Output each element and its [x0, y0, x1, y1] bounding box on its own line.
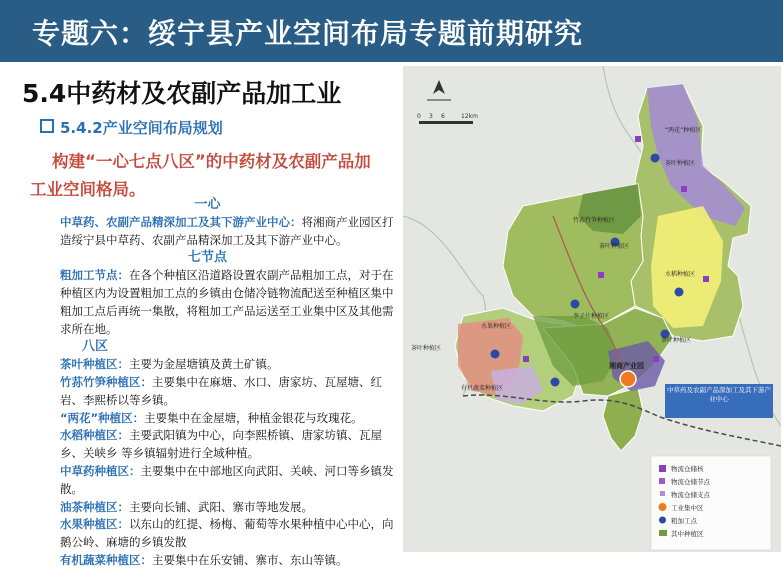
- zone5-desc: 主要集中在中部地区向武阳、关峡、河口等乡镇发散。: [60, 463, 394, 496]
- industrial-park-label: 湘商产业园: [609, 362, 644, 370]
- zone7-desc: 以东山的红提、杨梅、葡萄等水果种植中心中心，向鹅公岭、麻塘的乡镇发散: [60, 517, 394, 550]
- zone8-label: 有机蔬菜种植区：: [60, 552, 152, 567]
- warehouse-node-4: [703, 276, 709, 282]
- callout-container: [667, 386, 771, 418]
- legend-swatch-1: [659, 465, 666, 472]
- subsection-title: [40, 117, 223, 138]
- callout-text: 中草药及农副产品深加工及其下游产业中心: [667, 386, 771, 403]
- node-paragraph: [60, 267, 395, 338]
- zone6-desc: 主要向长铺、武阳、寨市等地发展。: [129, 499, 313, 514]
- processing-node-1: [651, 154, 660, 163]
- zone-label-f: 李子片种植区: [573, 313, 610, 320]
- processing-node-6: [551, 378, 560, 387]
- center-label: 中草药、农副产品精深加工及其下游产业中心：: [60, 214, 302, 229]
- zone-label-e: 水稻种植区: [665, 271, 696, 278]
- zone4-desc: 主要武阳镇为中心，向李熙桥镇、唐家坊镇、瓦屋乡、关峡乡 等乡镇辐射进行全域种植。: [60, 428, 382, 461]
- baqu-label: 八区: [82, 339, 109, 355]
- heading-line-2: 工业空间格局。: [30, 180, 146, 199]
- zone-label-h: 茶叶种植区: [661, 337, 692, 344]
- heading-line-1: 构建“一心七点八区”的中药材及农副产品加: [52, 152, 371, 171]
- zone4-label: 水稻种植区：: [60, 428, 129, 443]
- zone8-paragraph: [60, 552, 395, 570]
- warehouse-node-3: [598, 272, 604, 278]
- zone7-paragraph: [60, 516, 395, 552]
- warehouse-node-5: [523, 356, 529, 362]
- zone7-label: 水果种植区：: [60, 517, 129, 532]
- zone-label-j: 茶叶种植区: [411, 345, 442, 352]
- checkbox-bullet-icon: [40, 119, 54, 133]
- scale-tick-0: 0: [417, 113, 421, 120]
- scale-tick-3: 3: [429, 113, 433, 120]
- zone3-label: “两花”种植区：: [60, 410, 145, 425]
- legend-label-4: 工业集中区: [671, 504, 704, 512]
- node-label: 粗加工节点：: [60, 268, 129, 283]
- zone8-desc: 主要集中在乐安铺、寨市、东山等镇。: [152, 552, 348, 567]
- zone-label-i: 有机蔬菜种植区: [461, 385, 504, 392]
- legend-swatch-4: [659, 503, 667, 511]
- zone5-paragraph: [60, 463, 395, 499]
- processing-node-4: [571, 300, 580, 309]
- zone2-paragraph: [60, 374, 395, 410]
- scale-tick-6: 6: [441, 113, 445, 120]
- legend-swatch-3: [660, 491, 665, 496]
- scale-tick-12: 12km: [461, 113, 478, 120]
- header-bar: [0, 0, 783, 62]
- zone6-label: 油茶种植区：: [60, 499, 129, 514]
- zone5-label: 中草药种植区：: [60, 463, 141, 478]
- legend-box: [651, 456, 771, 550]
- legend-label-3: 物流仓储支点: [671, 491, 710, 499]
- legend-label-5: 粗加工点: [671, 517, 697, 525]
- center-desc: 将湘商产业园区打造绥宁县中草药、农副产品精深加工及其下游产业中心。: [60, 214, 394, 247]
- legend-swatch-5: [659, 517, 666, 524]
- yixin-label: 一心: [194, 197, 221, 212]
- zone1-paragraph: [60, 356, 395, 374]
- scale-bar-rule: [419, 121, 473, 124]
- subsection-label: 5.4.2产业空间布局规划: [60, 119, 223, 137]
- processing-node-3: [675, 288, 684, 297]
- zone3-desc: 主要集中在金屋塘，种植金银花与玫瑰花。: [144, 410, 363, 425]
- zone3-paragraph: [60, 410, 395, 428]
- section-title: 5.4中药材及农副产品加工业: [22, 79, 342, 108]
- warehouse-node-1: [635, 136, 641, 142]
- planning-map: [403, 66, 781, 552]
- page-title: 专题六：绥宁县产业空间布局专题前期研究: [32, 17, 584, 50]
- center-paragraph: [60, 214, 395, 250]
- legend-label-6: 其中种植区: [671, 530, 704, 538]
- industrial-park-marker: [620, 371, 636, 387]
- qidian-label: 七节点: [187, 250, 227, 266]
- legend-label-1: 物流仓储核: [671, 465, 704, 473]
- zone4-paragraph: [60, 427, 395, 463]
- legend-swatch-6: [659, 530, 667, 536]
- zone2-label: 竹荪竹笋种植区：: [60, 374, 152, 389]
- zone-label-a: “两花”种植区: [665, 127, 702, 134]
- legend-swatch-2: [659, 478, 665, 484]
- zone-label-g: 水果种植区: [481, 323, 512, 330]
- node-desc: 在各个种植区沿道路设置农副产品粗加工点，对于在种植区内为设置粗加工点的乡镇由仓储冷链物流配送至种植区集中粗加工点后再统一集散，将粗加工产品运送至工业集中区及其他需求所在地。: [60, 268, 394, 336]
- warehouse-node-2: [681, 186, 687, 192]
- zone6-paragraph: [60, 499, 395, 517]
- zone1-desc: 主要为金屋塘镇及黄土矿镇。: [129, 357, 279, 372]
- zone-label-b: 茶叶种植区: [665, 160, 696, 167]
- zone-label-d: 茶叶种植区: [599, 243, 630, 250]
- zone2-desc: 主要集中在麻塘、水口、唐家坊、瓦屋塘、红岩、李熙桥以等乡镇。: [60, 374, 382, 407]
- zone1-label: 茶叶种植区：: [60, 357, 129, 372]
- legend-label-2: 物流仓储节点: [671, 478, 710, 486]
- text-body: [60, 196, 395, 570]
- zone-label-c: 竹荪竹笋种植区: [573, 217, 616, 224]
- processing-node-5: [491, 350, 500, 359]
- warehouse-node-6: [653, 356, 659, 362]
